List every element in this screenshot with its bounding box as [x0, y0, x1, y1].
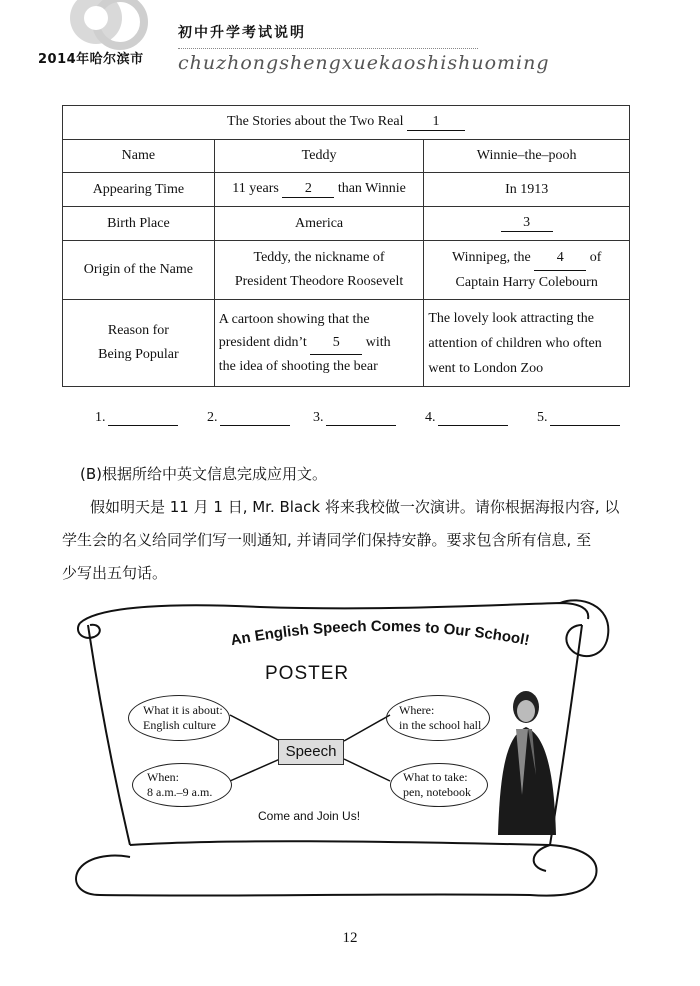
answer-blank[interactable]: 4. [425, 410, 508, 426]
row-label: Birth Place [63, 207, 215, 241]
table-header-cell: Name [63, 140, 215, 173]
table-row [63, 241, 630, 300]
person-icon [498, 691, 556, 835]
table-cell: Winnipeg, the 4 of Captain Harry Colebourn [424, 241, 630, 300]
table-row [63, 140, 630, 173]
blank-4: 4 [534, 246, 586, 271]
table-cell: Teddy, the nickname of President Theodore Roosevelt [214, 241, 424, 300]
table-cell: In 1913 [424, 173, 630, 207]
answer-blank[interactable]: 1. [95, 410, 178, 426]
table-cell: 11 years 2 than Winnie [214, 173, 424, 207]
table-cell: A cartoon showing that the president didn’t 5 with the idea of shooting the bear [214, 300, 424, 387]
row-label: Appearing Time [63, 173, 215, 207]
poster [60, 595, 620, 905]
header-pinyin: chuzhongshengxuekaoshishuoming [178, 52, 550, 74]
table-title: The Stories about the Two Real 1 [63, 106, 630, 140]
page-number: 12 [342, 930, 358, 946]
section-b-line: 假如明天是 11 月 1 日, Mr. Black 将来我校做一次演讲。请你根据海报内容, 以 [90, 498, 620, 516]
answer-blank[interactable]: 5. [537, 410, 620, 426]
table-row [63, 300, 630, 387]
poster-footer: Come and Join Us! [258, 809, 361, 823]
header-divider [178, 48, 478, 49]
blank-1: 1 [407, 114, 465, 131]
section-b-line: 少写出五句话。 [62, 564, 168, 582]
table-header-cell: Winnie–the–pooh [424, 140, 630, 173]
section-b-heading: (B)根据所给中英文信息完成应用文。 [80, 465, 327, 483]
row-label: Origin of the Name [63, 241, 215, 300]
blank-2: 2 [282, 181, 334, 198]
table-row [63, 173, 630, 207]
blank-3: 3 [501, 215, 553, 232]
poster-banner [170, 605, 590, 665]
answer-blank[interactable]: 2. [207, 410, 290, 426]
section-b-line: 学生会的名义给同学们写一则通知, 并请同学们保持安静。要求包含所有信息, 至 [62, 531, 592, 549]
bubble-when: When: 8 a.m.–9 a.m. [132, 763, 232, 807]
table-header-cell: Teddy [214, 140, 424, 173]
blank-5: 5 [310, 331, 362, 355]
bubble-where: Where: in the school hall [386, 695, 490, 741]
header-title: 初中升学考试说明 [178, 25, 306, 41]
table-row [63, 207, 630, 241]
table-row [63, 106, 630, 140]
row-label: Reason for Being Popular [63, 300, 215, 387]
table-cell: America [214, 207, 424, 241]
poster-title: POSTER [265, 663, 350, 684]
info-table [62, 105, 630, 387]
poster-banner-text: An English Speech Comes to Our School! [229, 617, 531, 650]
header-year-city: 2014年哈尔滨市 [38, 52, 144, 67]
bubble-take: What to take: pen, notebook [390, 763, 488, 807]
speech-box: Speech [278, 739, 344, 765]
table-cell: The lovely look attracting the attention of children who often went to London Zoo [424, 300, 630, 387]
table-cell [424, 207, 630, 241]
bubble-about: What it is about: English culture [128, 695, 230, 741]
answer-blank[interactable]: 3. [313, 410, 396, 426]
svg-text:An English Speech Comes to Our [229, 618, 531, 649]
